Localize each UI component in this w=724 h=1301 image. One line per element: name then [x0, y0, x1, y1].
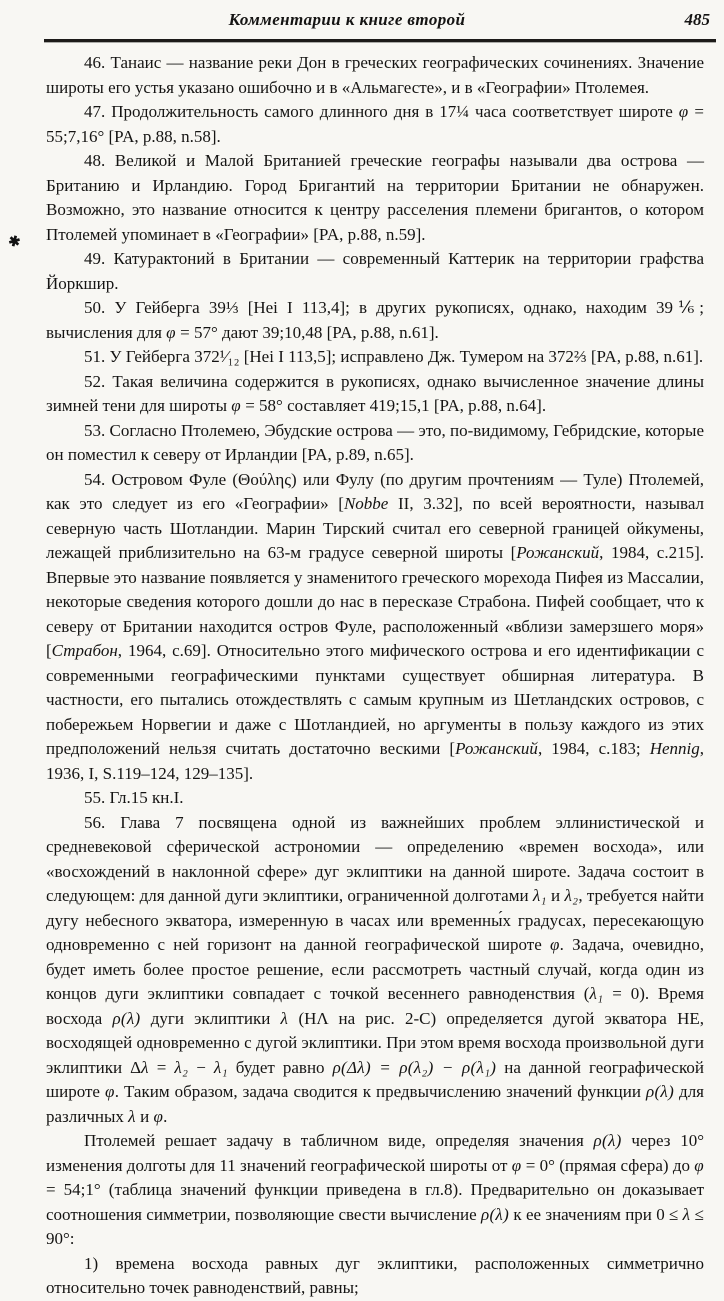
running-title: Комментарии к книге второй	[228, 10, 466, 29]
paragraph: 49. Катурактоний в Британии — современный Каттерик на территории графства Йоркшир.	[46, 249, 704, 293]
paragraph: 47. Продолжительность самого длинного дня в 17¼ часа соответствует широте φ = 55;7,16° [PA, p.88, n.58].	[46, 102, 704, 146]
paragraph: 52. Такая величина содержится в рукописях, однако вычисленное значение длины зимней тени для широты φ = 58° составляет 419;15,1 [PA, p.88, n.64].	[46, 371, 704, 415]
margin-ink-mark: ✱	[6, 233, 22, 252]
paragraph: 48. Великой и Малой Британией греческие географы называли два острова — Британию и Ирландию. Город Бригантий на территории Британии не обнаружен. Возможно, это название относится к центру расселения племени бригантов, о котором Птолемей упоминает в «Географии» [PA, p.88, n.59].	[46, 151, 704, 244]
paragraph: 51. У Гейберга 372¹⁄₁₂ [Hei I 113,5]; исправлено Дж. Тумером на 372⅔ [PA, p.88, n.61].	[84, 347, 704, 366]
running-head	[44, 10, 710, 36]
paragraph: 54. Островом Фуле (Θούλης) или Фулу (по другим прочтениям — Туле) Птолемей, как это следует из его «Географии» [Nobbe II, 3.32], по всей вероятности, называл северную часть Шотландии. Марин Тирский считал его северной границей ойкумены, лежащей приблизительно на 63-м градусе северной широты [Рожанский, 1984, с.215]. Впервые это название появляется у знаменитого греческого морехода Пифея из Массалии, некоторые сведения которого дошли до нас в пересказе Страбона. Пифей сообщает, что к северу от Британии находится остров Фуле, расположенный «вблизи замерзшего моря» [Страбон, 1964, с.69]. Относительно этого мифического острова и его идентификации с современными географическими пунктами существует обширная литература. В частности, его пытались отождествлять с самым крупным из Шетландских островов, с побережьем Норвегии и даже с Шотландией, но аргументы в пользу каждого из этих предположений нельзя считать достаточно вескими [Рожанский, 1984, с.183; Hennig, 1936, I, S.119–124, 129–135].	[46, 469, 705, 783]
paragraph: 55. Гл.15 кн.I.	[84, 788, 184, 807]
header-rule	[44, 39, 716, 42]
paragraph: 46. Танаис — название реки Дон в греческих географических сочинениях. Значение широты его устья указано ошибочно и в «Альмагесте», и в «Географии» Птолемея.	[46, 53, 704, 97]
paragraph: 50. У Гейберга 39⅓ [Hei I 113,4]; в других рукописях, однако, находим 39⅙; вычисления для φ = 57° дают 39;10,48 [PA, p.88, n.61].	[46, 298, 704, 342]
commentary-text-body	[46, 51, 704, 1301]
page-number: 485	[684, 10, 710, 29]
paragraph: 1) времена восхода равных дуг эклиптики, расположенных симметрично относительно точек равноденствий, равны;	[46, 1253, 704, 1297]
paragraph: Птолемей решает задачу в табличном виде, определяя значения ρ(λ) через 10° изменения долготы для 11 значений географической широты от φ = 0° (прямая сфера) до φ = 54;1° (таблица значений функции приведена в гл.8). Предварительно он доказывает соотношения симметрии, позволяющие свести вычисление ρ(λ) к ее значениям при 0 ≤ λ ≤ 90°:	[46, 1131, 705, 1248]
paragraph: 56. Глава 7 посвящена одной из важнейших проблем эллинистической и средневековой сферической астрономии — определению «времен восхода», или «восхождений в наклонной сфере» дуг эклиптики на данной широте. Задача состоит в следующем: для данной дуги эклиптики, ограниченной долготами λ₁ и λ₂, требуется найти дугу небесного экватора, измеренную в часах или временны́х градусах, пересекающую одновременно с ней горизонт на данной географической широте φ. Задача, очевидно, будет иметь более простое решение, если рассмотреть частный случай, когда один из концов дуги эклиптики совпадает с точкой весеннего равноденствия (λ₁ = 0). Время восхода ρ(λ) дуги эклиптики λ (НΛ на рис. 2-С) определяется дугой экватора НЕ, восходящей одновременно с дугой эклиптики. При этом время восхода произвольной дуги эклиптики Δλ = λ₂ − λ₁ будет равно ρ(Δλ) = ρ(λ₂) − ρ(λ₁) на данной географической широте φ. Таким образом, задача сводится к предвычислению значений функции ρ(λ) для различных λ и φ.	[46, 812, 704, 1126]
paragraph: 53. Согласно Птолемею, Эбудские острова — это, по-видимому, Гебридские, которые он поместил к северу от Ирландии [PA, p.89, n.65].	[46, 420, 704, 464]
